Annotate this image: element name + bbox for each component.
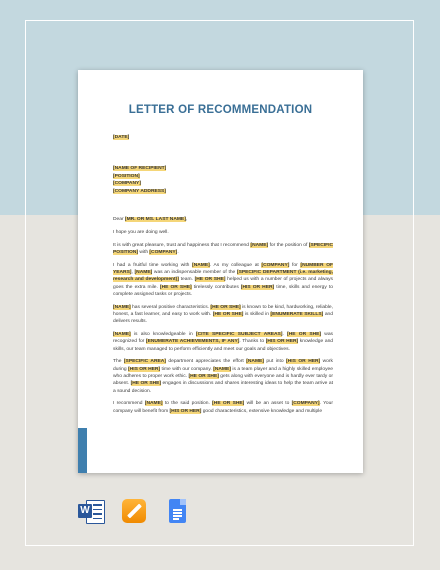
recipient-name: [NAME OF RECIPIENT] <box>113 166 167 171</box>
document-page <box>78 70 363 473</box>
paragraph-3: [NAME] has several positive characteristics. [HE OR SHE] is known to be kind, hardworking, reliable, honest, a fast learner, and easy to work with. [HE OR SHE] is skilled in [ENUMERATE SKILLS] and delivers results. <box>113 304 334 325</box>
accent-bar <box>78 428 87 473</box>
salutation: Dear [MR. OR MS. LAST NAME], <box>113 217 188 222</box>
paragraph-4: [NAME] is also knowledgeable in [CITE SPECIFIC SUBJECT AREAS]. [HE OR SHE] was recognized for [ENUMERATE ACHIEVEMENTS, IF ANY]. Thanks to [HIS OR HER] knowledge and skills, our team managed to perform efficiently and meet our goals and objectives. <box>113 332 334 352</box>
format-icons <box>78 498 190 524</box>
recipient-company: [COMPANY] <box>113 181 141 187</box>
recipient-block <box>113 165 166 195</box>
greeting: I hope you are doing well. <box>113 229 169 235</box>
recipient-address: [COMPANY ADDRESS] <box>113 188 166 194</box>
recipient-position: [POSITION] <box>113 173 140 179</box>
date-field: [DATE] <box>113 135 130 140</box>
paragraph-1: It is with great pleasure, trust and happiness that I recommend [NAME] for the position of [SPECIFIC POSITION] with [COMPANY]. <box>113 242 333 255</box>
pages-icon[interactable] <box>121 498 147 524</box>
word-icon[interactable]: W <box>78 498 104 524</box>
paragraph-2: I had a fruitful time working with [NAME]. As my colleague at [COMPANY] for [NUMBER OF YEARS], [NAME] was an indispensable member of the [SPECIFIC DEPARTMENT (i.e. marketing, research and development)] team. [HE OR SHE] helped us with a number of projects and always goes the extra mile. [HE OR SHE] tirelessly contributes [HIS OR HER] time, skills and energy to complete assigned tasks or projects. <box>113 262 333 297</box>
document-title: LETTER OF RECOMMENDATION <box>128 104 313 116</box>
paragraph-6: I recommend [NAME] to the said position. [HE OR SHE] will be an asset to [COMPANY]. Your company will benefit from [HIS OR HER] good characteristics, extensive knowledge and multiple <box>113 401 334 414</box>
paragraph-5: The [SPECIFIC AREA] department appreciates the effort [NAME] put into [HIS OR HER] work during [HIS OR HER] time with our company. [NAME] is a team player and a highly skilled employee who adheres to proper work ethic. [HE OR SHE] gets along with everyone and is hardly ever tardy or absent. [HE OR SHE] engages in discussions and shares interesting ideas to help the team arrive at a sound decision. <box>113 359 333 394</box>
google-docs-icon[interactable] <box>164 498 190 524</box>
letter-body <box>113 216 333 421</box>
